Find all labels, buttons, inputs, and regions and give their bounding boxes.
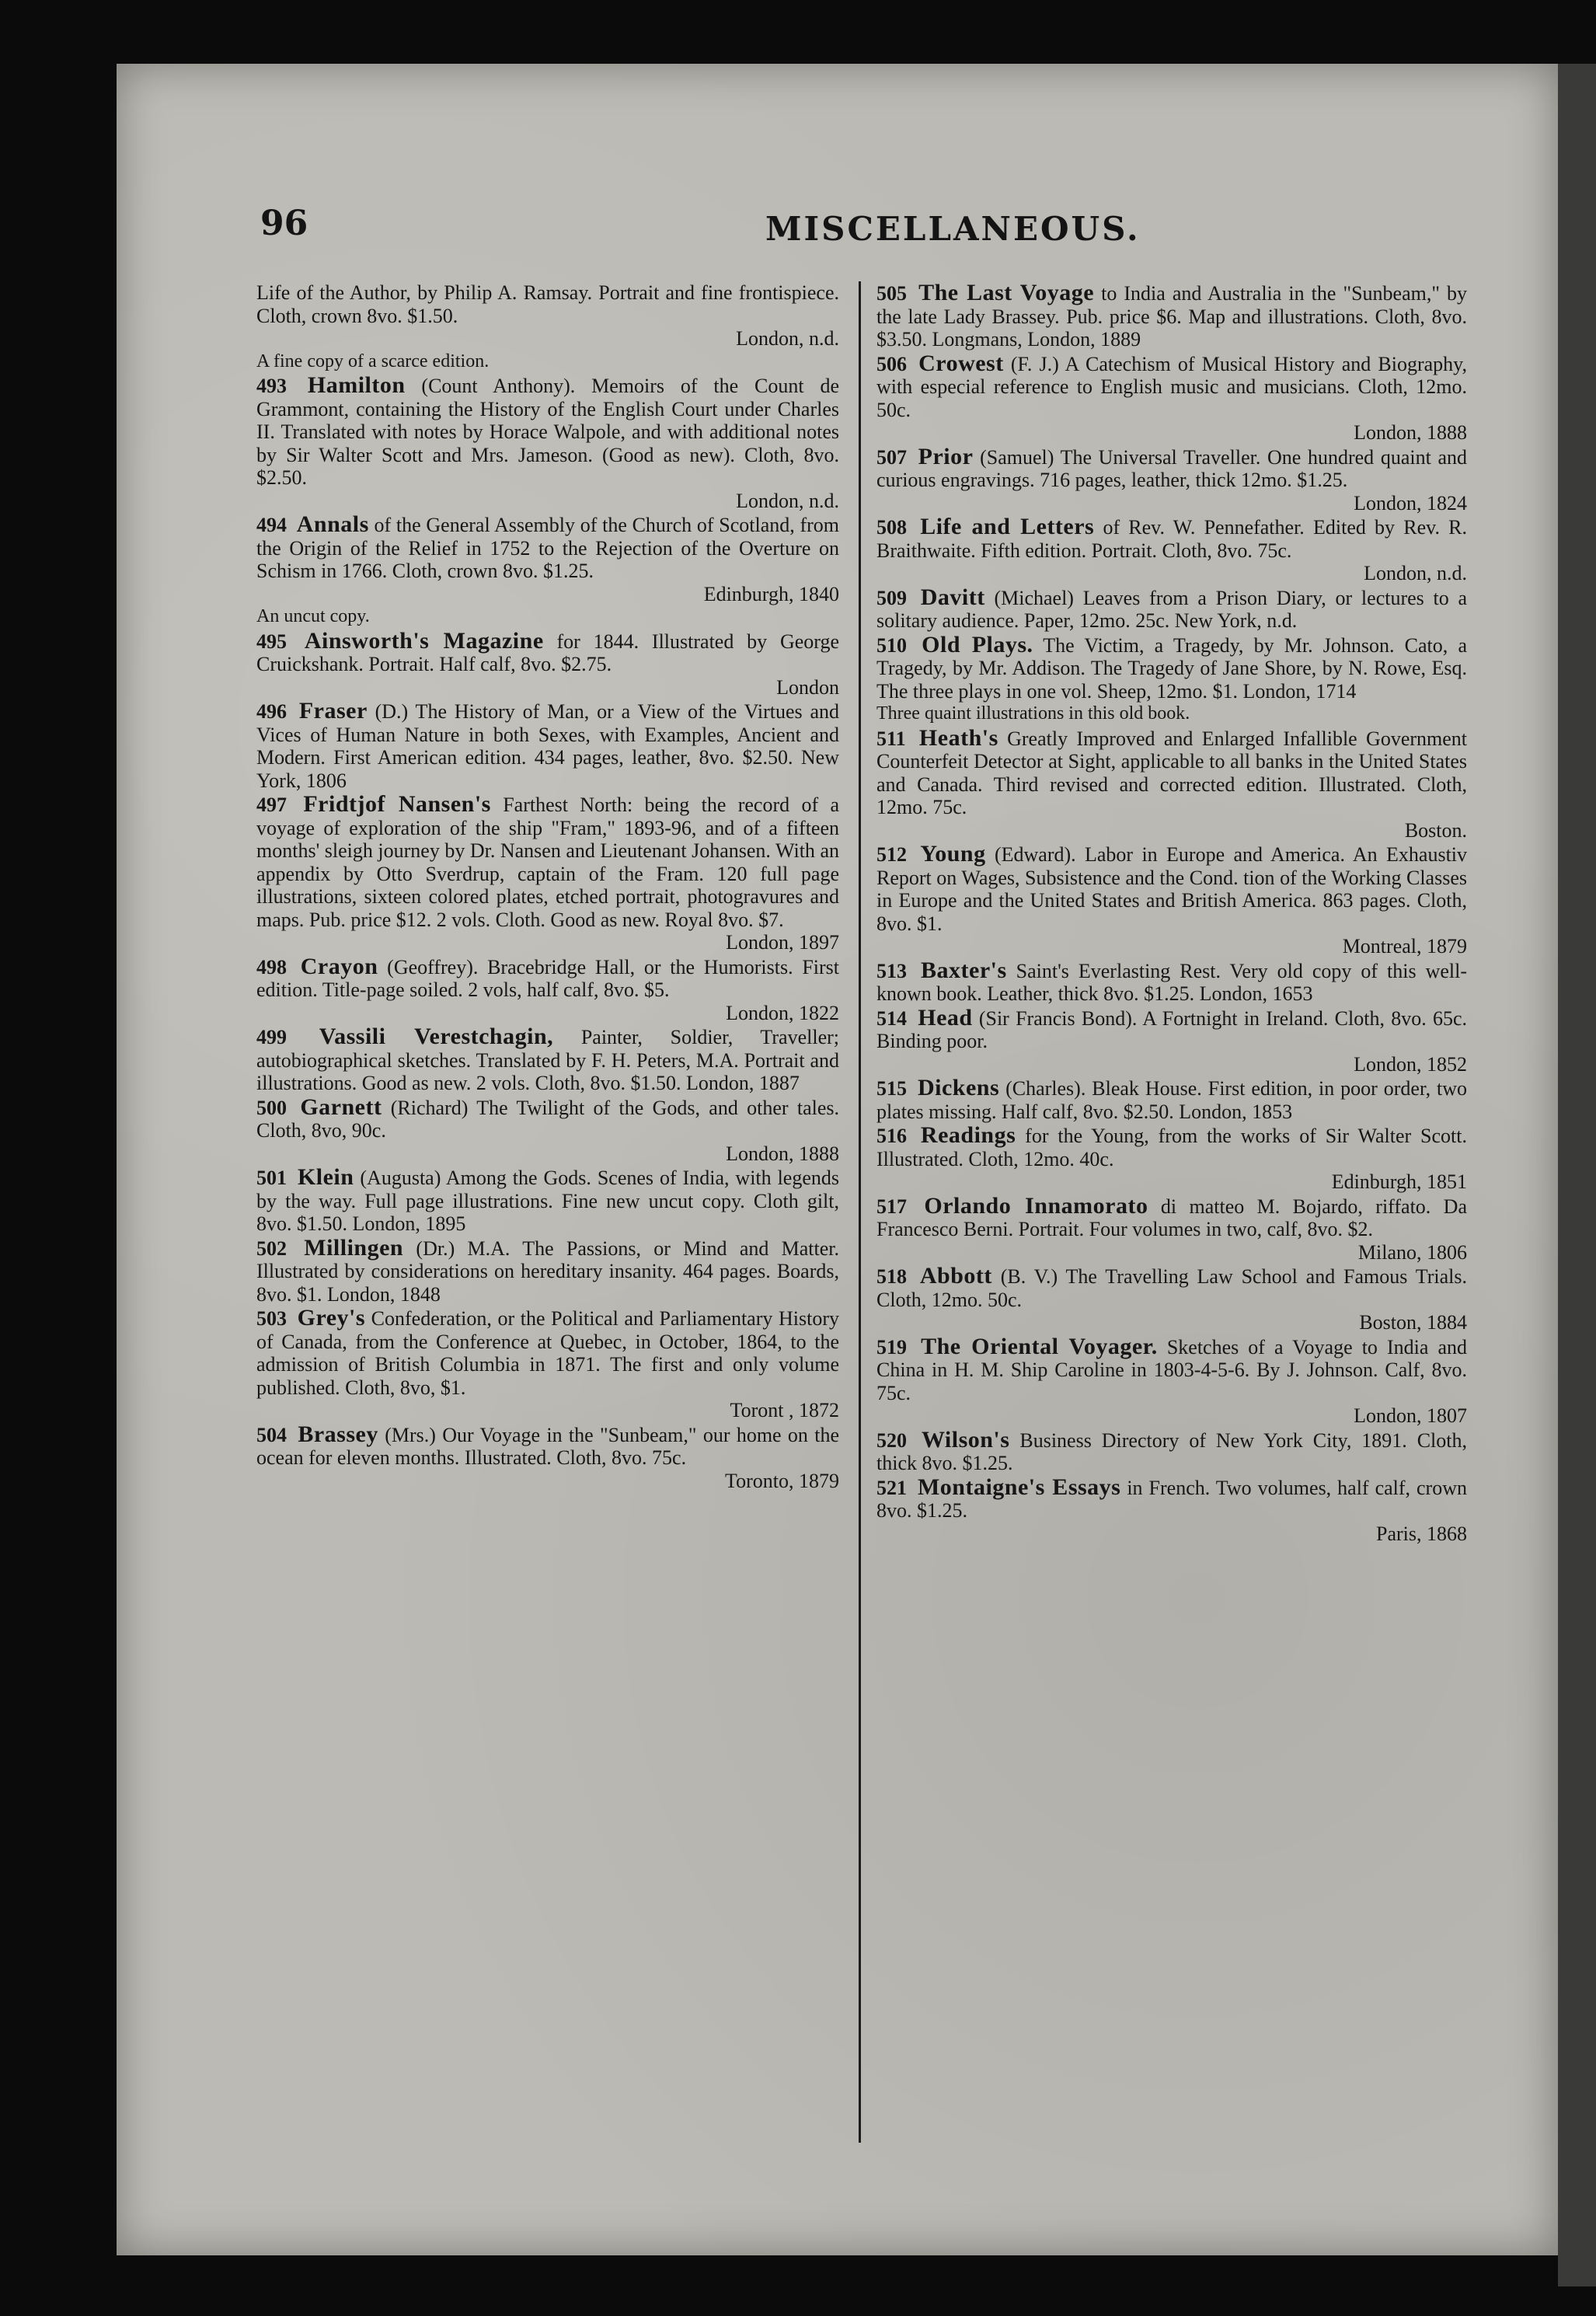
entry-heading: Ainsworth's Magazine — [304, 627, 544, 654]
entry-publisher-place: London, 1824 — [1354, 491, 1467, 514]
entry-publisher-place: London, 1897 — [726, 931, 839, 954]
entry-number: 506 — [876, 352, 907, 375]
entry-publisher-place: Montreal, 1879 — [1342, 935, 1467, 957]
catalog-entry — [876, 281, 1467, 351]
entry-description: Saint's Everlasting Rest. Very old copy of this well-known book. Leather, thick 8vo. $1.25. London, 1653 — [876, 959, 1468, 1005]
entry-heading: Abbott — [919, 1263, 992, 1289]
entry-note: A fine copy of a scarce edition. — [256, 351, 490, 371]
entry-number: 511 — [876, 727, 906, 750]
entry-number: 499 — [256, 1026, 287, 1048]
catalog-entry — [876, 1264, 1467, 1334]
entry-number: 502 — [256, 1236, 287, 1260]
entry-number: 517 — [876, 1195, 907, 1218]
catalog-entry — [256, 793, 839, 954]
entry-description: (Dr.) M.A. The Passions, or Mind and Matter. Illustrated by considerations on hereditary insanity. 464 pages. Boards, 8vo. $1. London, 1848 — [256, 1236, 840, 1306]
entry-description: di matteo M. Bojardo, riffato. Da Francesco Berni. Portrait. Four volumes in two, calf, 8vo. $2. — [876, 1195, 1467, 1240]
entry-heading: Head — [918, 1004, 973, 1031]
catalog-entry — [876, 959, 1467, 1006]
catalog-entry — [256, 281, 839, 373]
entry-publisher-place: London, n.d. — [1364, 562, 1467, 584]
entry-heading: Life and Letters — [920, 514, 1095, 539]
catalog-entry — [256, 1025, 839, 1095]
catalog-entry — [876, 1476, 1467, 1546]
entry-publisher-place: London, 1852 — [1354, 1052, 1467, 1076]
entry-number: 515 — [876, 1077, 907, 1100]
catalog-entry — [876, 633, 1467, 726]
entry-description: Confederation, or the Political and Parliamentary History of Canada, from the Conference at Quebec, in October, 1864, to the admission of British Columbia in 1871. The first and only volume published. Cloth, 8vo, $1. — [256, 1307, 839, 1399]
entry-heading: Young — [920, 841, 986, 867]
entry-description: for the Young, from the works of Sir Walter Scott. Illustrated. Cloth, 12mo. 40c. — [876, 1125, 1468, 1170]
entry-number: 505 — [876, 282, 907, 305]
catalog-entry — [876, 352, 1467, 445]
catalog-entry — [876, 1192, 1467, 1264]
entry-number: 495 — [256, 630, 287, 653]
entry-publisher-place: Paris, 1868 — [1376, 1522, 1467, 1545]
entry-number: 516 — [876, 1125, 907, 1147]
entry-number: 507 — [876, 445, 907, 469]
entry-heading: Heath's — [918, 724, 998, 751]
entry-publisher-place: London — [776, 675, 839, 699]
catalog-entry — [256, 1093, 840, 1166]
catalog-entry — [256, 699, 839, 792]
entry-publisher-place: Edinburgh, 1840 — [703, 582, 839, 605]
page-number: 96 — [260, 204, 308, 243]
entry-number: 521 — [876, 1476, 907, 1499]
entry-description: (Samuel) The Universal Traveller. One hundred quaint and curious engravings. 716 pages, leather, thick 12mo. $1.25. — [876, 445, 1468, 491]
entry-description: (Count Anthony). Memoirs of the Count de Grammont, containing the History of the English Court under Charles II. Translated with notes by Horace Walpole, and with additional notes by Sir Walter Scott and Mrs. Jameson. (Good as new). Cloth, 8vo. $2.50. — [256, 375, 840, 489]
entry-note: Three quaint illustrations in this old book. — [876, 703, 1190, 724]
entry-description: of the General Assembly of the Church of Scotland, from the Origin of the Relief in 1752 to the Rejection of the Overture on Schism in 1766. Cloth, crown 8vo. $1.25. — [256, 514, 839, 582]
entry-heading: Orlando Innamorato — [924, 1192, 1148, 1219]
entry-heading: Crowest — [918, 350, 1004, 376]
entry-heading: Old Plays. — [922, 631, 1033, 657]
entry-description: Business Directory of New York City, 1891. Cloth, thick 8vo. $1.25. — [876, 1428, 1468, 1474]
catalog-entry — [256, 955, 839, 1025]
entry-description: (Michael) Leaves from a Prison Diary, or lectures to a solitary audience. Paper, 12mo. 25c. New York, n.d. — [876, 586, 1467, 632]
catalog-entry — [256, 1236, 839, 1306]
entry-heading: Montaigne's Essays — [917, 1474, 1121, 1500]
catalog-entry — [876, 515, 1467, 585]
catalog-entry — [256, 513, 839, 629]
entry-number: 500 — [256, 1096, 287, 1119]
entry-heading: Baxter's — [921, 957, 1007, 983]
entry-heading: The Oriental Voyager. — [921, 1333, 1158, 1359]
entry-number: 508 — [876, 516, 907, 539]
catalog-entry — [876, 724, 1468, 842]
entry-description: (Sir Francis Bond). A Fortnight in Ireland. Cloth, 8vo. 65c. Binding poor. — [876, 1006, 1467, 1052]
entry-publisher-place: Boston. — [1404, 818, 1467, 842]
entry-description: Sketches of a Voyage to India and China in H. M. Ship Caroline in 1803-4-5-6. By J. Johnson. Calf, 8vo. 75c. — [876, 1335, 1468, 1404]
column-divider — [859, 281, 861, 2143]
entry-heading: Dickens — [917, 1075, 1000, 1100]
catalog-entry — [876, 1335, 1467, 1428]
entry-heading: Readings — [920, 1122, 1016, 1148]
catalog-entry — [876, 842, 1467, 958]
entry-description: Farthest North: being the record of a voyage of exploration of the ship "Fram," 1893-96, and of a fifteen months' sleigh journey by Dr. Nansen and Lieutenant Johansen. With an appendix by Otto Sverdrup, captain of the Fram. 120 full page illustrations, sixteen colored plates, etched portrait, photogravures and maps. Pub. price $12. 2 vols. Cloth. Good as new. Royal 8vo. $7. — [256, 794, 840, 931]
catalog-entry — [256, 1423, 839, 1493]
entry-heading: Fraser — [298, 698, 368, 724]
entry-number: 519 — [876, 1335, 907, 1359]
entry-description: Painter, Soldier, Traveller; autobiographical sketches. Translated by F. H. Peters, M.A. Portrait and illustrations. Good as new. 2 vols. Cloth, 8vo. $1.50. London, 1887 — [256, 1026, 839, 1094]
catalog-entry — [876, 1076, 1467, 1123]
entry-description: (Richard) The Twilight of the Gods, and other tales. Cloth, 8vo, 90c. — [256, 1096, 840, 1142]
catalog-entry — [876, 1428, 1467, 1475]
left-column — [256, 281, 839, 1493]
entry-note: An uncut copy. — [256, 606, 370, 626]
entry-number: 518 — [876, 1265, 907, 1288]
entry-heading: Grey's — [297, 1305, 366, 1331]
catalog-entry — [256, 627, 840, 699]
entry-heading: Millingen — [304, 1234, 404, 1261]
entry-number: 513 — [876, 959, 907, 982]
entry-description: Greatly Improved and Enlarged Infallible Government Counterfeit Detector at Sight, applicable to all banks in the United States and Canada. Third revised and corrected edition. Illustrated. Cloth, 12mo. 75c. — [876, 727, 1468, 818]
entry-publisher-place: London, 1888 — [1354, 421, 1467, 444]
entry-publisher-place: Milano, 1806 — [1357, 1240, 1467, 1264]
entry-number: 510 — [876, 633, 907, 657]
entry-description: (Augusta) Among the Gods. Scenes of India, with legends by the way. Full page illustrations. Fine new uncut copy. Cloth gilt, 8vo. $1.50. London, 1895 — [256, 1167, 840, 1235]
entry-description: to India and Australia in the "Sunbeam," by the late Lady Brassey. Pub. price $6. Map and illustrations. Cloth, 8vo. $3.50. Longmans, London, 1889 — [876, 282, 1468, 351]
entry-description: (F. J.) A Catechism of Musical History and Biography, with especial reference to English music and musicians. Cloth, 12mo. 50c. — [876, 352, 1467, 421]
catalog-entry — [256, 1306, 839, 1422]
entry-publisher-place: London, 1807 — [1354, 1404, 1467, 1427]
entry-description: of Rev. W. Pennefather. Edited by Rev. R. Braithwaite. Fifth edition. Portrait. Cloth, 8vo. 75c. — [876, 516, 1467, 562]
entry-heading: Prior — [918, 443, 974, 469]
next-page-edge — [1558, 64, 1596, 2286]
entry-publisher-place: London, n.d. — [736, 489, 839, 512]
entry-heading: Annals — [296, 511, 369, 537]
entry-publisher-place: London, 1822 — [726, 1001, 839, 1024]
entry-publisher-place: Toronto, 1879 — [725, 1469, 839, 1492]
entry-description: for 1844. Illustrated by George Cruickshank. Portrait. Half calf, 8vo. $2.75. — [256, 630, 840, 675]
entry-publisher-place: Boston, 1884 — [1359, 1311, 1467, 1334]
entry-number: 498 — [256, 955, 287, 978]
entry-description: in French. Two volumes, half calf, crown 8vo. $1.25. — [876, 1476, 1467, 1522]
entry-number: 509 — [876, 586, 907, 609]
entry-number: 494 — [256, 514, 287, 536]
catalog-entry — [256, 1166, 839, 1236]
entry-heading: Crayon — [300, 953, 378, 979]
entry-publisher-place: Edinburgh, 1851 — [1331, 1170, 1467, 1193]
entry-number: 514 — [876, 1006, 907, 1030]
entry-description: (Geoffrey). Bracebridge Hall, or the Humorists. First edition. Title-page soiled. 2 vols, half calf, 8vo. $5. — [256, 955, 840, 1001]
entry-number: 512 — [876, 843, 907, 866]
entry-description: (B. V.) The Travelling Law School and Famous Trials. Cloth, 12mo. 50c. — [876, 1265, 1467, 1311]
entry-publisher-place: London, n.d. — [736, 327, 839, 350]
entry-number: 520 — [876, 1428, 907, 1452]
entry-number: 496 — [256, 700, 287, 723]
entry-heading: Klein — [297, 1164, 354, 1190]
entry-description: (Mrs.) Our Voyage in the "Sunbeam," our home on the ocean for eleven months. Illustrated. Cloth, 8vo. 75c. — [256, 1423, 840, 1469]
entry-number: 493 — [256, 375, 287, 397]
page-title: MISCELLANEOUS. — [765, 210, 1141, 248]
entry-heading: Vassili Verestchagin, — [319, 1024, 554, 1049]
entry-heading: Davitt — [920, 584, 985, 610]
entry-number: 504 — [256, 1423, 287, 1446]
catalog-entry — [876, 1124, 1467, 1194]
right-column — [876, 281, 1467, 1546]
entry-heading: The Last Voyage — [918, 280, 1095, 305]
catalog-entry — [256, 374, 839, 512]
entry-description: (Charles). Bleak House. First edition, in poor order, two plates missing. Half calf, 8vo. $2.50. London, 1853 — [876, 1077, 1468, 1123]
entry-number: 503 — [256, 1307, 287, 1330]
entry-heading: Garnett — [300, 1093, 382, 1120]
entry-description: Life of the Author, by Philip A. Ramsay. Portrait and fine frontispiece. Cloth, crown 8vo. $1.50. — [256, 281, 839, 327]
entry-heading: Brassey — [298, 1421, 378, 1447]
entry-number: 501 — [256, 1167, 287, 1189]
entry-number: 497 — [256, 794, 287, 816]
entry-description: (Edward). Labor in Europe and America. An Exhaustiv Report on Wages, Subsistence and the Cond. tion of the Working Classes in Europe and the United States and British America. 863 pages. Cloth, 8vo. $1. — [876, 843, 1468, 935]
entry-description: (D.) The History of Man, or a View of the Virtues and Vices of Human Nature in both Sexes, with Examples, Ancient and Modern. First American edition. 434 pages, leather, 8vo. $2.50. New York, 1806 — [256, 700, 839, 792]
entry-heading: Wilson's — [921, 1426, 1010, 1453]
entry-publisher-place: London, 1888 — [726, 1142, 839, 1165]
entry-description: The Victim, a Tragedy, by Mr. Johnson. Cato, a Tragedy, by Mr. Addison. The Tragedy of Jane Shore, by N. Rowe, Esq. The three plays in one vol. Sheep, 12mo. $1. London, 1714 — [876, 633, 1467, 703]
entry-heading: Fridtjof Nansen's — [303, 791, 491, 817]
catalog-entry — [876, 586, 1467, 633]
entry-publisher-place: Toront , 1872 — [730, 1399, 839, 1421]
catalog-entry — [876, 1006, 1467, 1076]
catalog-entry — [876, 445, 1467, 515]
entry-heading: Hamilton — [307, 372, 406, 398]
